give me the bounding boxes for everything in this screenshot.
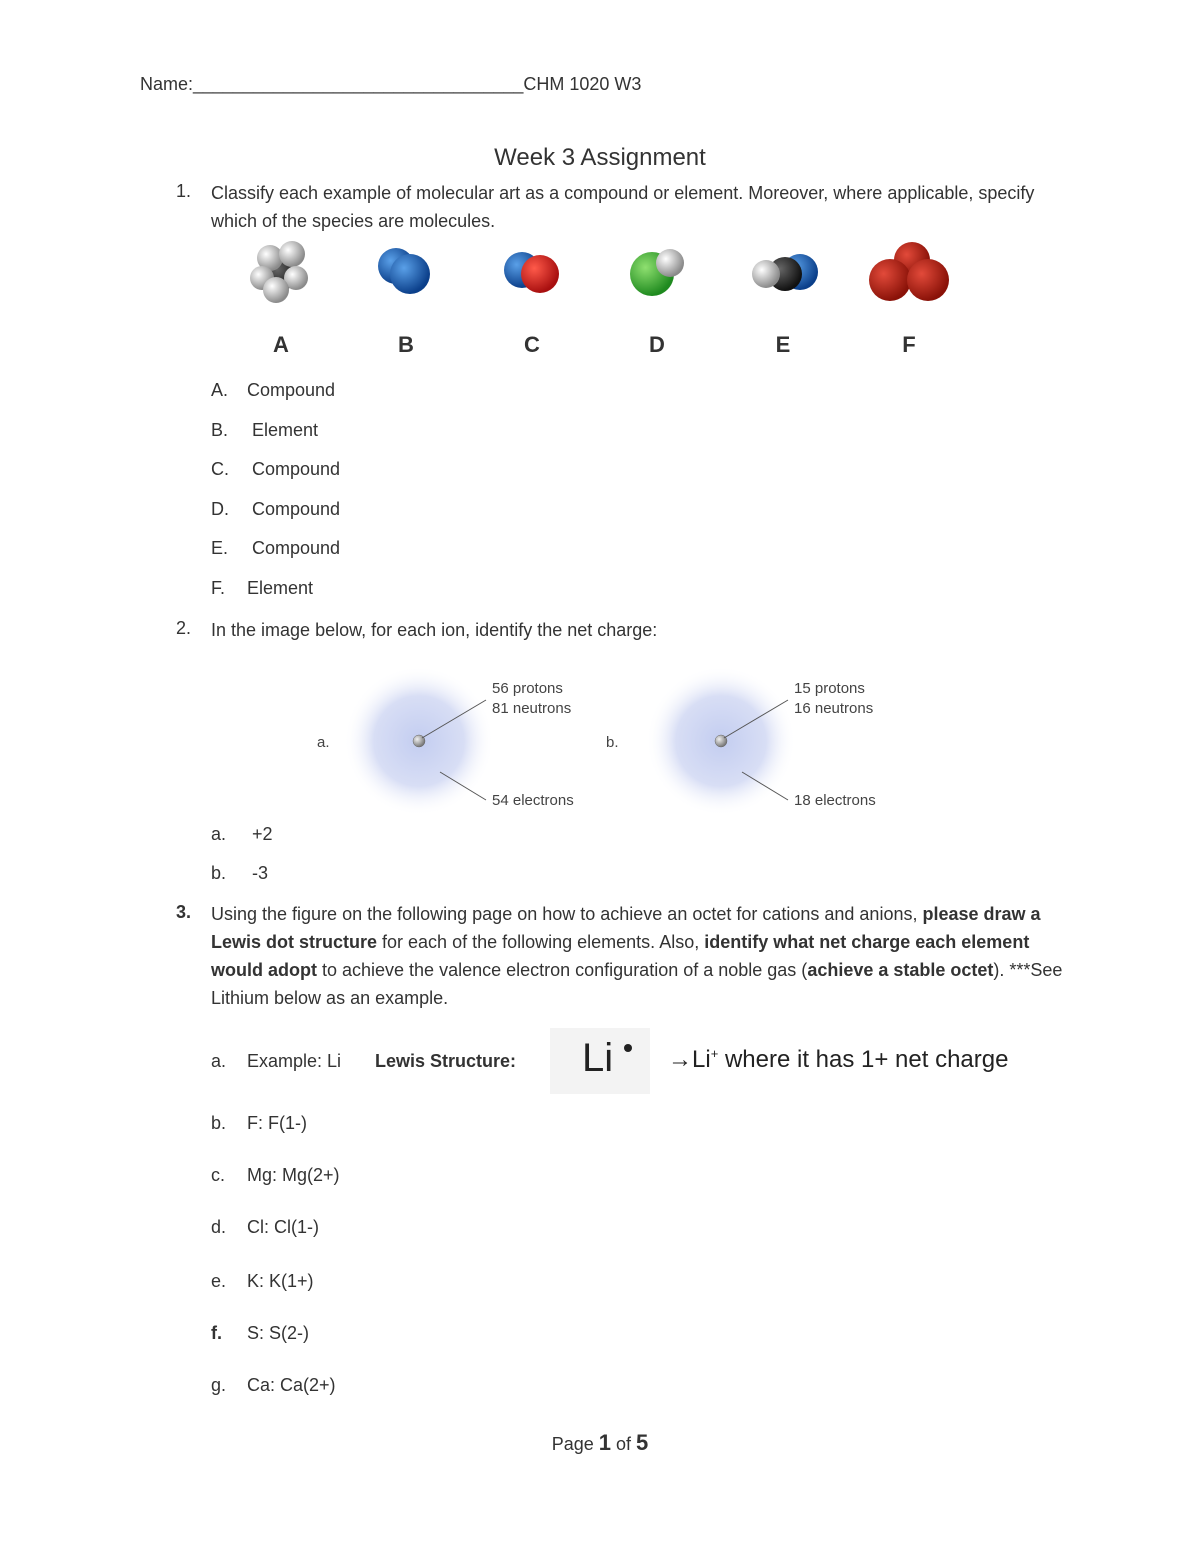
molecule-e xyxy=(752,254,818,291)
q3-text: Using the figure on the following page on how to achieve an octet for cations and anions, please draw a Lewis dot structure for each of the following elements. Also, identify what net charge each element would adopt to achieve the valence electron configuration of a noble gas (achieve a stable octet). ***See Lithium below as an example. xyxy=(211,904,1063,1008)
course-code: CHM 1020 W3 xyxy=(523,74,642,94)
q3-item-g: g. Ca: Ca(2+) xyxy=(211,1375,336,1395)
page-footer: Page 1 of 5 xyxy=(551,1430,649,1455)
q1-answer-d: D. Compound xyxy=(211,499,341,519)
q3-item-c: c. Mg: Mg(2+) xyxy=(211,1165,340,1185)
q1-number: 1. xyxy=(176,181,192,201)
example-result: →Li+ where it has 1+ net charge xyxy=(668,1046,1009,1073)
molecule-d xyxy=(630,249,684,296)
q3-number: 3. xyxy=(176,902,192,922)
lewis-symbol: Li xyxy=(582,1036,614,1080)
molecule-b xyxy=(378,248,430,294)
mol-label-c: C xyxy=(524,332,540,357)
molecule-figure xyxy=(230,236,970,366)
q1-answer-b: B. Element xyxy=(211,420,319,440)
molecule-f xyxy=(869,242,949,301)
ion-a-diagram xyxy=(344,668,494,816)
ion-b-neutrons: 16 neutrons xyxy=(794,700,874,717)
q3-item-e: e. K: K(1+) xyxy=(211,1271,314,1291)
mol-label-a: A xyxy=(273,332,289,357)
molecule-a xyxy=(250,241,308,303)
q3-example: a. Example: Li xyxy=(211,1051,342,1071)
valence-electron-dot xyxy=(624,1044,632,1052)
q1-answer-f: F. Element xyxy=(211,578,314,598)
q2-answer-b: b. -3 xyxy=(211,863,269,883)
lewis-structure-label: Lewis Structure: xyxy=(375,1051,517,1071)
ion-a-neutrons: 81 neutrons xyxy=(492,700,572,717)
molecule-c xyxy=(504,252,559,293)
header-line xyxy=(140,74,641,95)
q2-text: In the image below, for each ion, identify the net charge: xyxy=(211,620,658,640)
name-label: Name: xyxy=(140,74,194,94)
q1-text: Classify each example of molecular art as a compound or element. Moreover, where applicable, specify which of the species are molecules. xyxy=(211,183,1035,231)
ion-b-protons: 15 protons xyxy=(794,680,865,697)
q1-answer-e: E. Compound xyxy=(211,538,341,558)
q1-answer-c: C. Compound xyxy=(211,459,341,479)
mol-label-b: B xyxy=(398,332,414,357)
q3-item-b: b. F: F(1-) xyxy=(211,1113,307,1133)
mol-label-e: E xyxy=(775,332,791,357)
mol-label-d: D xyxy=(649,332,665,357)
ion-b-electrons: 18 electrons xyxy=(794,792,876,809)
lewis-structure-image xyxy=(550,1028,650,1094)
ion-a-label: a. xyxy=(317,734,330,751)
page-title: Week 3 Assignment xyxy=(494,144,706,171)
q1-answer-a: A. Compound xyxy=(211,380,336,400)
q3-item-f: f. S: S(2-) xyxy=(211,1323,310,1343)
ion-a-protons: 56 protons xyxy=(492,680,563,697)
ion-b-diagram xyxy=(646,668,796,816)
q3-item-d: d. Cl: Cl(1-) xyxy=(211,1217,319,1237)
q2-number: 2. xyxy=(176,618,192,638)
ion-a-electrons: 54 electrons xyxy=(492,792,574,809)
ion-b-label: b. xyxy=(606,734,619,751)
mol-label-f: F xyxy=(902,332,916,357)
q2-answer-a: a. +2 xyxy=(211,824,273,844)
name-blank[interactable]: _________________________________ xyxy=(193,74,524,94)
